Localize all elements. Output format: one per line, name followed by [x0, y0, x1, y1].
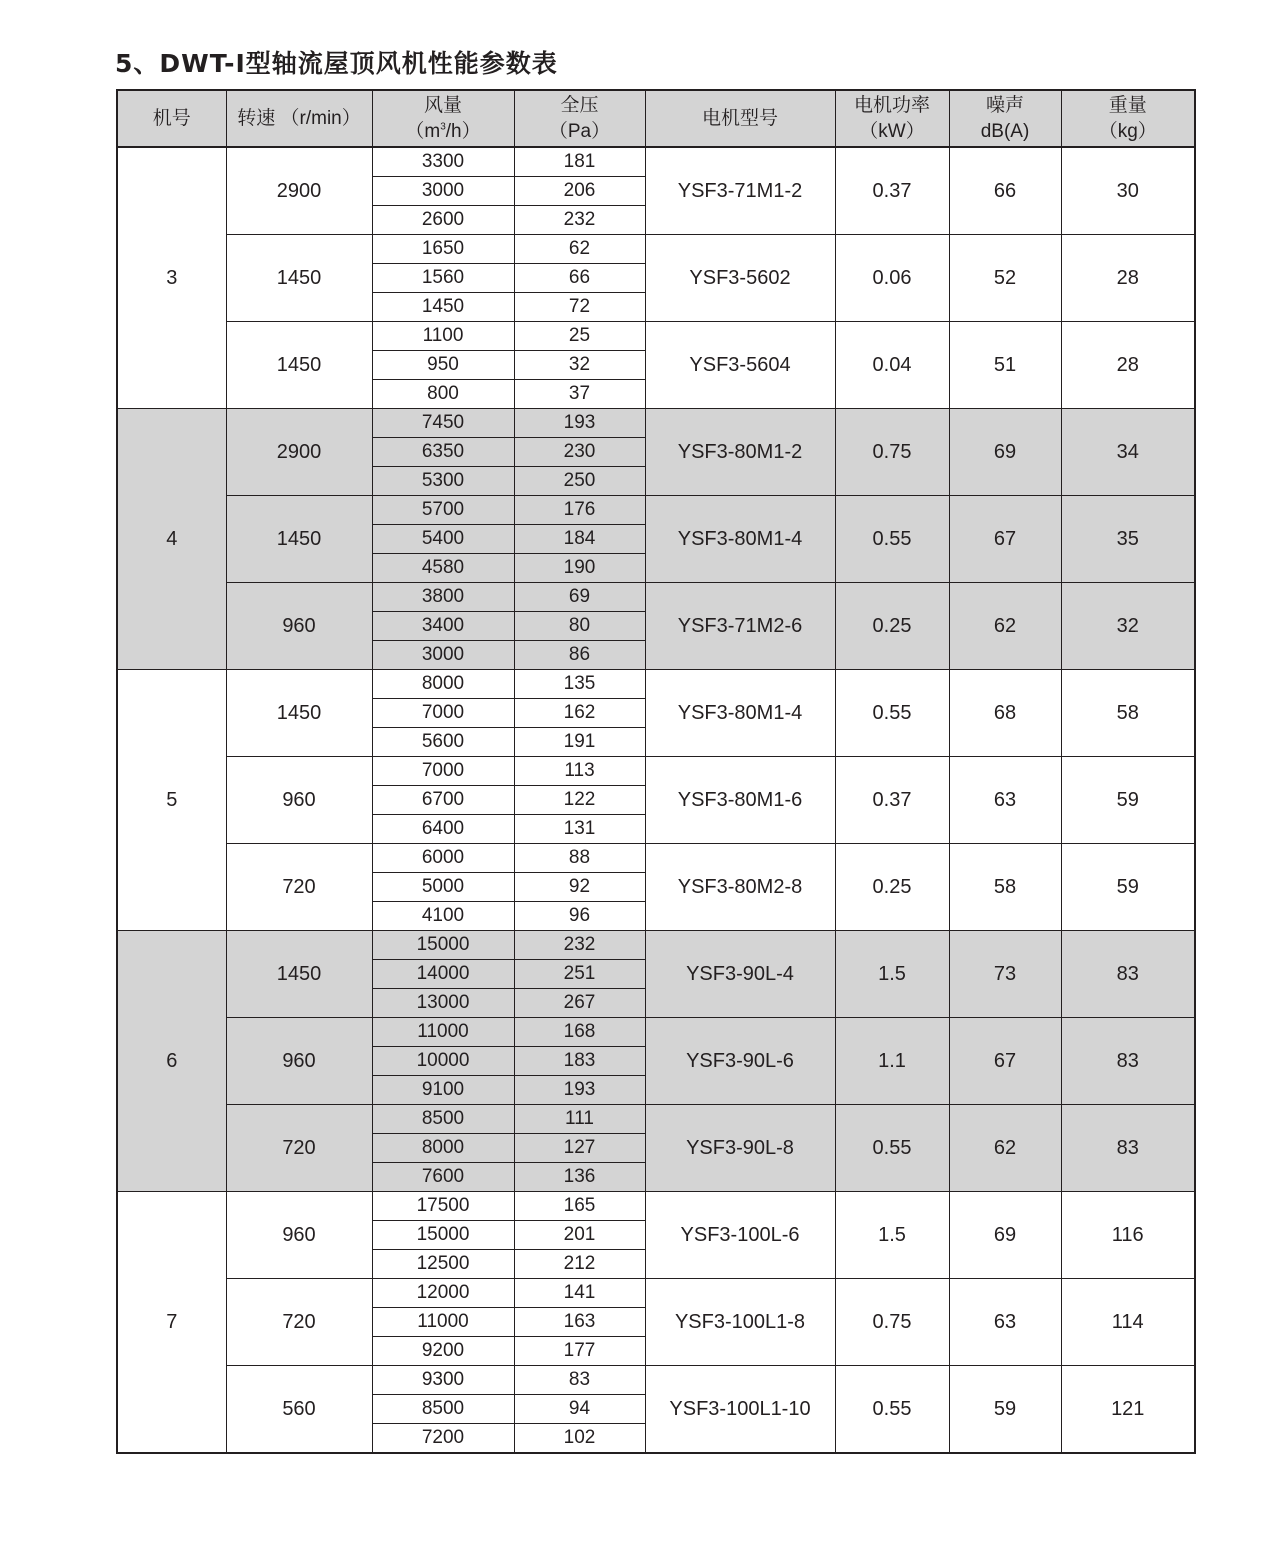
table-row	[117, 757, 1195, 786]
pressure-cell: 141	[514, 1279, 645, 1308]
flow-cell: 11000	[372, 1308, 514, 1337]
flow-cell: 8500	[372, 1395, 514, 1424]
power-cell: 0.37	[835, 147, 949, 235]
table-row	[117, 1192, 1195, 1221]
pressure-cell: 165	[514, 1192, 645, 1221]
flow-cell: 5700	[372, 496, 514, 525]
pressure-cell: 135	[514, 670, 645, 699]
pressure-cell: 62	[514, 235, 645, 264]
flow-cell: 1560	[372, 264, 514, 293]
flow-cell: 9100	[372, 1076, 514, 1105]
table-row	[117, 235, 1195, 264]
pressure-cell: 232	[514, 206, 645, 235]
power-cell: 1.5	[835, 1192, 949, 1279]
flow-cell: 4100	[372, 902, 514, 931]
flow-cell: 6000	[372, 844, 514, 873]
speed-cell: 720	[226, 1105, 372, 1192]
noise-cell: 63	[949, 1279, 1061, 1366]
table-row	[117, 1018, 1195, 1047]
weight-cell: 28	[1061, 235, 1195, 322]
noise-cell: 67	[949, 1018, 1061, 1105]
header-row	[117, 90, 1195, 147]
header-weight-unit: （kg）	[1098, 120, 1157, 142]
power-cell: 0.25	[835, 844, 949, 931]
pressure-cell: 72	[514, 293, 645, 322]
weight-cell: 59	[1061, 757, 1195, 844]
weight-cell: 59	[1061, 844, 1195, 931]
flow-cell: 14000	[372, 960, 514, 989]
pressure-cell: 25	[514, 322, 645, 351]
flow-cell: 12500	[372, 1250, 514, 1279]
pressure-cell: 122	[514, 786, 645, 815]
header-speed: 转速 （r/min）	[226, 90, 372, 147]
header-pressure-unit: （Pa）	[548, 120, 611, 142]
model-no-cell: 5	[117, 670, 226, 931]
pressure-cell: 69	[514, 583, 645, 612]
noise-cell: 73	[949, 931, 1061, 1018]
speed-cell: 1450	[226, 670, 372, 757]
motor-model-cell: YSF3-90L-4	[645, 931, 835, 1018]
weight-cell: 114	[1061, 1279, 1195, 1366]
pressure-cell: 127	[514, 1134, 645, 1163]
model-no-cell: 4	[117, 409, 226, 670]
pressure-cell: 80	[514, 612, 645, 641]
power-cell: 0.55	[835, 1366, 949, 1454]
power-cell: 0.37	[835, 757, 949, 844]
motor-model-cell: YSF3-5602	[645, 235, 835, 322]
weight-cell: 116	[1061, 1192, 1195, 1279]
pressure-cell: 37	[514, 380, 645, 409]
weight-cell: 83	[1061, 931, 1195, 1018]
pressure-cell: 201	[514, 1221, 645, 1250]
motor-model-cell: YSF3-80M1-4	[645, 670, 835, 757]
motor-model-cell: YSF3-5604	[645, 322, 835, 409]
flow-cell: 7000	[372, 699, 514, 728]
table-row	[117, 1105, 1195, 1134]
model-no-cell: 7	[117, 1192, 226, 1454]
pressure-cell: 191	[514, 728, 645, 757]
power-cell: 0.55	[835, 670, 949, 757]
power-cell: 0.04	[835, 322, 949, 409]
speed-cell: 720	[226, 844, 372, 931]
flow-cell: 17500	[372, 1192, 514, 1221]
motor-model-cell: YSF3-71M1-2	[645, 147, 835, 235]
speed-cell: 720	[226, 1279, 372, 1366]
table-header	[117, 90, 1195, 147]
flow-cell: 10000	[372, 1047, 514, 1076]
pressure-cell: 193	[514, 409, 645, 438]
pressure-cell: 111	[514, 1105, 645, 1134]
pressure-cell: 113	[514, 757, 645, 786]
power-cell: 0.06	[835, 235, 949, 322]
motor-model-cell: YSF3-90L-8	[645, 1105, 835, 1192]
weight-cell: 32	[1061, 583, 1195, 670]
header-noise-label: 噪声	[985, 94, 1024, 116]
noise-cell: 63	[949, 757, 1061, 844]
noise-cell: 58	[949, 844, 1061, 931]
power-cell: 1.1	[835, 1018, 949, 1105]
pressure-cell: 230	[514, 438, 645, 467]
page-title: 5、DWT-I型轴流屋顶风机性能参数表	[115, 49, 558, 78]
pressure-cell: 177	[514, 1337, 645, 1366]
flow-cell: 1450	[372, 293, 514, 322]
header-model-no: 机号	[117, 90, 226, 147]
table-row	[117, 1279, 1195, 1308]
header-weight	[1061, 90, 1195, 147]
weight-cell: 34	[1061, 409, 1195, 496]
pressure-cell: 181	[514, 147, 645, 177]
header-flow	[372, 90, 514, 147]
motor-model-cell: YSF3-71M2-6	[645, 583, 835, 670]
flow-cell: 8000	[372, 670, 514, 699]
speed-cell: 960	[226, 757, 372, 844]
header-noise	[949, 90, 1061, 147]
flow-cell: 3400	[372, 612, 514, 641]
pressure-cell: 183	[514, 1047, 645, 1076]
flow-cell: 950	[372, 351, 514, 380]
speed-cell: 1450	[226, 496, 372, 583]
speed-cell: 2900	[226, 409, 372, 496]
motor-model-cell: YSF3-80M1-2	[645, 409, 835, 496]
noise-cell: 67	[949, 496, 1061, 583]
header-flow-label: 风量	[423, 94, 462, 116]
table-row	[117, 1366, 1195, 1395]
motor-model-cell: YSF3-80M1-4	[645, 496, 835, 583]
flow-cell: 5000	[372, 873, 514, 902]
motor-model-cell: YSF3-100L-6	[645, 1192, 835, 1279]
pressure-cell: 212	[514, 1250, 645, 1279]
flow-cell: 3000	[372, 177, 514, 206]
weight-cell: 35	[1061, 496, 1195, 583]
flow-cell: 9200	[372, 1337, 514, 1366]
flow-cell: 8000	[372, 1134, 514, 1163]
pressure-cell: 176	[514, 496, 645, 525]
noise-cell: 52	[949, 235, 1061, 322]
flow-cell: 15000	[372, 1221, 514, 1250]
flow-cell: 9300	[372, 1366, 514, 1395]
flow-cell: 5300	[372, 467, 514, 496]
model-no-cell: 6	[117, 931, 226, 1192]
flow-cell: 6700	[372, 786, 514, 815]
flow-cell: 7600	[372, 1163, 514, 1192]
weight-cell: 28	[1061, 322, 1195, 409]
noise-cell: 51	[949, 322, 1061, 409]
performance-table	[116, 89, 1196, 1454]
weight-cell: 83	[1061, 1105, 1195, 1192]
pressure-cell: 88	[514, 844, 645, 873]
table-row	[117, 322, 1195, 351]
table-body	[117, 147, 1195, 1453]
weight-cell: 30	[1061, 147, 1195, 235]
table-row	[117, 670, 1195, 699]
pressure-cell: 163	[514, 1308, 645, 1337]
table-row	[117, 844, 1195, 873]
pressure-cell: 136	[514, 1163, 645, 1192]
header-motor-model: 电机型号	[645, 90, 835, 147]
motor-model-cell: YSF3-100L1-10	[645, 1366, 835, 1454]
motor-model-cell: YSF3-100L1-8	[645, 1279, 835, 1366]
pressure-cell: 190	[514, 554, 645, 583]
power-cell: 0.75	[835, 409, 949, 496]
pressure-cell: 66	[514, 264, 645, 293]
flow-cell: 3800	[372, 583, 514, 612]
header-flow-unit: $(m^3/h)$	[405, 120, 481, 142]
motor-model-cell: YSF3-80M2-8	[645, 844, 835, 931]
pressure-cell: 94	[514, 1395, 645, 1424]
pressure-cell: 251	[514, 960, 645, 989]
flow-cell: 3300	[372, 147, 514, 177]
table-row	[117, 496, 1195, 525]
noise-cell: 66	[949, 147, 1061, 235]
speed-cell: 1450	[226, 322, 372, 409]
speed-cell: 2900	[226, 147, 372, 235]
weight-cell: 58	[1061, 670, 1195, 757]
model-no-cell: 3	[117, 147, 226, 409]
flow-cell: 4580	[372, 554, 514, 583]
speed-cell: 960	[226, 1018, 372, 1105]
header-noise-unit: dB(A)	[980, 120, 1030, 142]
pressure-cell: 267	[514, 989, 645, 1018]
noise-cell: 69	[949, 409, 1061, 496]
flow-cell: 7450	[372, 409, 514, 438]
flow-cell: 6350	[372, 438, 514, 467]
motor-model-cell: YSF3-90L-6	[645, 1018, 835, 1105]
pressure-cell: 250	[514, 467, 645, 496]
motor-model-cell: YSF3-80M1-6	[645, 757, 835, 844]
flow-cell: 7200	[372, 1424, 514, 1454]
weight-cell: 121	[1061, 1366, 1195, 1454]
speed-cell: 1450	[226, 931, 372, 1018]
pressure-cell: 83	[514, 1366, 645, 1395]
speed-cell: 960	[226, 1192, 372, 1279]
noise-cell: 62	[949, 1105, 1061, 1192]
pressure-cell: 168	[514, 1018, 645, 1047]
pressure-cell: 184	[514, 525, 645, 554]
flow-cell: 1100	[372, 322, 514, 351]
weight-cell: 83	[1061, 1018, 1195, 1105]
pressure-cell: 131	[514, 815, 645, 844]
speed-cell: 1450	[226, 235, 372, 322]
flow-cell: 1650	[372, 235, 514, 264]
power-cell: 0.55	[835, 1105, 949, 1192]
flow-cell: 5600	[372, 728, 514, 757]
flow-cell: 15000	[372, 931, 514, 960]
flow-cell: 800	[372, 380, 514, 409]
pressure-cell: 92	[514, 873, 645, 902]
pressure-cell: 193	[514, 1076, 645, 1105]
noise-cell: 62	[949, 583, 1061, 670]
power-cell: 1.5	[835, 931, 949, 1018]
flow-cell: 12000	[372, 1279, 514, 1308]
header-pressure-label: 全压	[560, 94, 599, 116]
speed-cell: 960	[226, 583, 372, 670]
noise-cell: 68	[949, 670, 1061, 757]
pressure-cell: 102	[514, 1424, 645, 1454]
flow-cell: 13000	[372, 989, 514, 1018]
flow-cell: 11000	[372, 1018, 514, 1047]
power-cell: 0.55	[835, 496, 949, 583]
pressure-cell: 32	[514, 351, 645, 380]
power-cell: 0.25	[835, 583, 949, 670]
pressure-cell: 96	[514, 902, 645, 931]
pressure-cell: 232	[514, 931, 645, 960]
pressure-cell: 162	[514, 699, 645, 728]
noise-cell: 59	[949, 1366, 1061, 1454]
header-power-label: 电机功率	[853, 94, 930, 116]
header-weight-label: 重量	[1108, 94, 1147, 116]
table-row	[117, 931, 1195, 960]
flow-cell: 7000	[372, 757, 514, 786]
pressure-cell: 86	[514, 641, 645, 670]
header-pressure	[514, 90, 645, 147]
header-power-unit: （kW）	[859, 120, 925, 142]
flow-cell: 3000	[372, 641, 514, 670]
pressure-cell: 206	[514, 177, 645, 206]
noise-cell: 69	[949, 1192, 1061, 1279]
flow-cell: 5400	[372, 525, 514, 554]
power-cell: 0.75	[835, 1279, 949, 1366]
speed-cell: 560	[226, 1366, 372, 1454]
flow-cell: 8500	[372, 1105, 514, 1134]
flow-cell: 6400	[372, 815, 514, 844]
table-row	[117, 409, 1195, 438]
table-row	[117, 583, 1195, 612]
table-row	[117, 147, 1195, 177]
flow-cell: 2600	[372, 206, 514, 235]
header-power	[835, 90, 949, 147]
